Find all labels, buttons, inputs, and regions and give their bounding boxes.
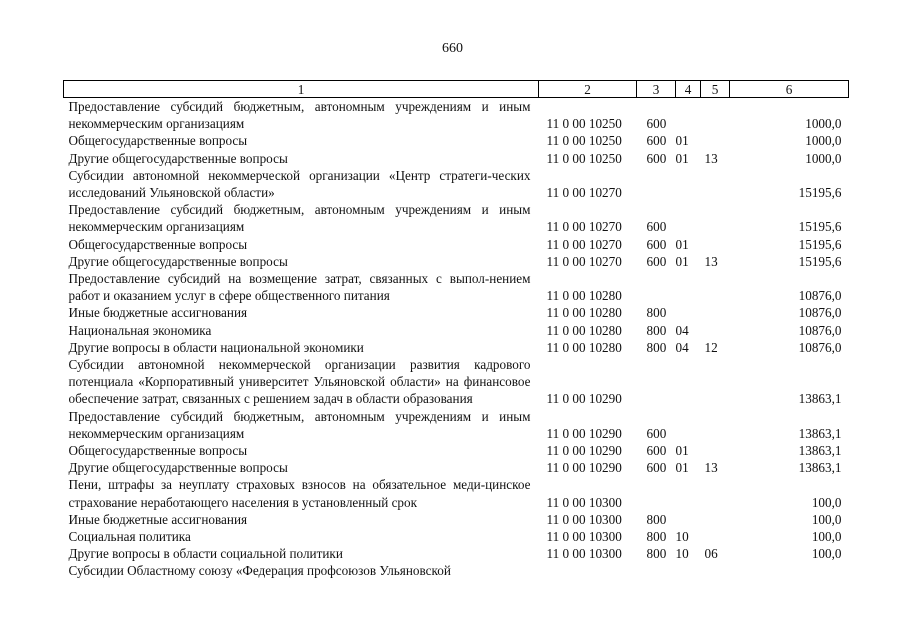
- column-header-2: 2: [539, 81, 637, 98]
- row-section: 04: [675, 322, 689, 338]
- row-subsection: 13: [704, 150, 718, 166]
- row-expense-type: 600: [646, 253, 667, 269]
- row-code: 11 0 00 10270: [546, 185, 622, 201]
- table-row: [64, 201, 849, 235]
- row-amount: 100,0: [811, 511, 842, 527]
- row-code: 11 0 00 10300: [546, 494, 622, 510]
- row-expense-type: 600: [646, 460, 667, 476]
- row-subsection: 13: [704, 253, 718, 269]
- row-amount: 10876,0: [798, 322, 842, 338]
- row-code: [539, 562, 637, 579]
- row-amount: 1000,0: [805, 116, 842, 132]
- row-expense-type: 800: [646, 529, 667, 545]
- row-name: Предоставление субсидий бюджетным, автономным учреждениям и иным некоммерческим организациям: [68, 99, 531, 132]
- row-code: 11 0 00 10290: [546, 391, 622, 407]
- table-row: [64, 562, 849, 579]
- row-expense-type: [637, 270, 676, 304]
- row-subsection: [701, 201, 730, 235]
- table-row: [64, 322, 849, 339]
- row-amount: [730, 562, 849, 579]
- row-amount: 15195,6: [798, 185, 842, 201]
- row-section: 04: [675, 339, 689, 355]
- row-code: 11 0 00 10300: [546, 546, 622, 562]
- row-name: Другие общегосударственные вопросы: [68, 150, 288, 166]
- row-expense-type: [637, 562, 676, 579]
- row-amount: 10876,0: [798, 305, 842, 321]
- column-header-6: 6: [730, 81, 849, 98]
- row-code: 11 0 00 10250: [546, 116, 622, 132]
- row-section: 01: [675, 253, 689, 269]
- row-expense-type: 800: [646, 305, 667, 321]
- row-name: Иные бюджетные ассигнования: [68, 511, 248, 527]
- row-subsection: [701, 356, 730, 408]
- table-row: [64, 408, 849, 442]
- table-row: [64, 167, 849, 201]
- row-code: 11 0 00 10270: [546, 219, 622, 235]
- row-expense-type: 800: [646, 339, 667, 355]
- row-subsection: [701, 408, 730, 442]
- row-expense-type: 800: [646, 511, 667, 527]
- table-row: [64, 270, 849, 304]
- row-code: 11 0 00 10270: [546, 253, 622, 269]
- row-expense-type: 600: [646, 236, 667, 252]
- column-header-4: 4: [676, 81, 701, 98]
- budget-table: [63, 80, 849, 580]
- row-code: 11 0 00 10250: [546, 133, 622, 149]
- row-amount: 13863,1: [798, 460, 842, 476]
- row-name: Субсидии автономной некоммерческой организации «Центр стратеги-ческих исследований Ульяновской области»: [68, 167, 531, 201]
- row-amount: 100,0: [811, 529, 842, 545]
- row-name: Предоставление субсидий на возмещение затрат, связанных с выпол-нением работ и оказанием услуг в сфере общественного питания: [68, 271, 531, 304]
- row-expense-type: 600: [646, 219, 667, 235]
- row-subsection: 12: [704, 339, 718, 355]
- page-number: 660: [442, 41, 463, 56]
- row-code: 11 0 00 10280: [546, 288, 622, 304]
- row-subsection: [701, 562, 730, 579]
- row-name: Иные бюджетные ассигнования: [68, 305, 248, 321]
- table-row: [64, 545, 849, 562]
- table-row: [64, 304, 849, 321]
- table-row: [64, 528, 849, 545]
- row-subsection: [701, 476, 730, 510]
- row-section: 01: [675, 460, 689, 476]
- row-name: Другие общегосударственные вопросы: [68, 460, 288, 476]
- row-name: Пени, штрафы за неуплату страховых взносов на обязательное меди-цинское страхование неработающего населения в установленный срок: [68, 477, 531, 510]
- table-row: [64, 150, 849, 167]
- row-name: Общегосударственные вопросы: [68, 443, 248, 459]
- row-section: [676, 98, 701, 133]
- table-row: [64, 511, 849, 528]
- row-amount: 100,0: [811, 546, 842, 562]
- row-amount: 15195,6: [798, 219, 842, 235]
- table-row: [64, 339, 849, 356]
- row-code: 11 0 00 10300: [546, 511, 622, 527]
- row-subsection: [701, 236, 730, 253]
- row-code: 11 0 00 10290: [546, 443, 622, 459]
- row-section: [676, 511, 701, 528]
- row-section: 01: [675, 150, 689, 166]
- row-section: [676, 304, 701, 321]
- table-row: [64, 253, 849, 270]
- table-row: [64, 356, 849, 408]
- row-name: Социальная политика: [68, 529, 191, 545]
- row-subsection: [701, 304, 730, 321]
- row-code: 11 0 00 10250: [546, 150, 622, 166]
- row-section: 01: [675, 133, 689, 149]
- row-subsection: [701, 322, 730, 339]
- row-name: Другие вопросы в области национальной экономики: [68, 339, 364, 355]
- row-name: Общегосударственные вопросы: [68, 133, 248, 149]
- row-expense-type: 600: [646, 133, 667, 149]
- row-amount: 1000,0: [805, 150, 842, 166]
- row-expense-type: 600: [646, 443, 667, 459]
- row-code: 11 0 00 10290: [546, 425, 622, 441]
- row-name: Предоставление субсидий бюджетным, автономным учреждениям и иным некоммерческим организациям: [68, 202, 531, 235]
- row-subsection: [701, 167, 730, 201]
- row-subsection: [701, 528, 730, 545]
- row-section: [676, 356, 701, 408]
- row-expense-type: [637, 356, 676, 408]
- row-amount: 13863,1: [798, 391, 842, 407]
- row-amount: 13863,1: [798, 443, 842, 459]
- row-section: [676, 408, 701, 442]
- row-amount: 10876,0: [798, 288, 842, 304]
- row-subsection: [701, 270, 730, 304]
- row-subsection: [701, 132, 730, 149]
- row-name: Национальная экономика: [68, 322, 212, 338]
- row-section: [676, 270, 701, 304]
- row-section: 10: [675, 546, 689, 562]
- row-expense-type: 800: [646, 546, 667, 562]
- row-section: 01: [675, 443, 689, 459]
- row-subsection: [701, 511, 730, 528]
- row-section: [676, 562, 701, 579]
- row-name: Субсидии Областному союзу «Федерация профсоюзов Ульяновской: [68, 563, 451, 579]
- column-header-5: 5: [701, 81, 730, 98]
- table-row: [64, 236, 849, 253]
- table-row: [64, 459, 849, 476]
- row-section: 01: [675, 236, 689, 252]
- row-name: Предоставление субсидий бюджетным, автономным учреждениям и иным некоммерческим организациям: [68, 408, 531, 441]
- table-row: [64, 132, 849, 149]
- column-header-3: 3: [637, 81, 676, 98]
- row-amount: 15195,6: [798, 253, 842, 269]
- column-header-1: 1: [64, 81, 539, 98]
- table-row: [64, 442, 849, 459]
- row-name: Субсидии автономной некоммерческой организации развития кадрового потенциала «Корпоративный университет Ульяновской области» на финансовое обеспечение затрат, связанных с решением задач в области образования: [68, 357, 531, 407]
- table-row: [64, 476, 849, 510]
- row-amount: 100,0: [811, 494, 842, 510]
- row-name: Общегосударственные вопросы: [68, 236, 248, 252]
- row-section: 10: [675, 529, 689, 545]
- row-code: 11 0 00 10280: [546, 339, 622, 355]
- row-expense-type: [637, 476, 676, 510]
- row-expense-type: 600: [646, 425, 667, 441]
- row-code: 11 0 00 10280: [546, 322, 622, 338]
- row-code: 11 0 00 10290: [546, 460, 622, 476]
- row-section: [676, 201, 701, 235]
- table-header-row: [64, 81, 849, 98]
- table-row: [64, 98, 849, 133]
- row-code: 11 0 00 10300: [546, 529, 622, 545]
- row-subsection: [701, 442, 730, 459]
- row-code: 11 0 00 10280: [546, 305, 622, 321]
- row-subsection: 06: [704, 546, 718, 562]
- row-section: [676, 476, 701, 510]
- row-expense-type: 600: [646, 116, 667, 132]
- row-amount: 10876,0: [798, 339, 842, 355]
- row-amount: 1000,0: [805, 133, 842, 149]
- row-amount: 13863,1: [798, 425, 842, 441]
- table-body: [64, 98, 849, 580]
- row-expense-type: 600: [646, 150, 667, 166]
- row-expense-type: 800: [646, 322, 667, 338]
- row-expense-type: [637, 167, 676, 201]
- row-name: Другие общегосударственные вопросы: [68, 253, 288, 269]
- row-amount: 15195,6: [798, 236, 842, 252]
- row-section: [676, 167, 701, 201]
- row-code: 11 0 00 10270: [546, 236, 622, 252]
- row-name: Другие вопросы в области социальной политики: [68, 546, 343, 562]
- row-subsection: 13: [704, 460, 718, 476]
- row-subsection: [701, 98, 730, 133]
